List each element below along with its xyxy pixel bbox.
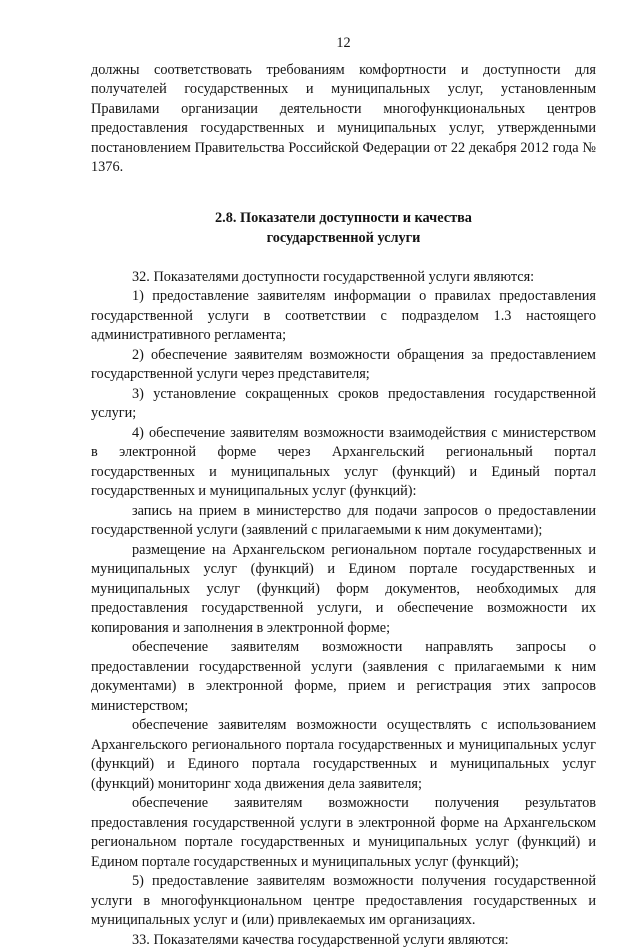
- section-heading-line-2: государственной услуги: [91, 228, 596, 248]
- paragraph-item-4-sub-1: запись на прием в министерство для подачи запросов о предоставлении государственной услуги (заявлений с прилагаемыми к ним документами);: [91, 502, 596, 541]
- paragraph-item-3: 3) установление сокращенных сроков предоставления государственной услуги;: [91, 385, 596, 424]
- page-number: 12: [91, 34, 596, 54]
- paragraph-32-intro: 32. Показателями доступности государственной услуги являются:: [91, 268, 596, 288]
- paragraph-item-2: 2) обеспечение заявителям возможности обращения за предоставлением государственной услуги через представителя;: [91, 346, 596, 385]
- document-page: [91, 34, 596, 950]
- section-heading: [91, 208, 596, 248]
- paragraph-item-5: 5) предоставление заявителям возможности получения государственной услуги в многофункциональном центре предоставления государственных и муниципальных услуг и (или) привлекаемых им организациях.: [91, 872, 596, 931]
- intro-paragraph: должны соответствовать требованиям комфортности и доступности для получателей государственных и муниципальных услуг, установленным Правилами организации деятельности многофункциональных центров предоставления государственных и муниципальных услуг, утвержденными постановлением Правительства Российской Федерации от 22 декабря 2012 года № 1376.: [91, 61, 596, 178]
- paragraph-item-4-sub-2: размещение на Архангельском региональном портале государственных и муниципальных услуг (функций) и Едином портале государственных и муниципальных услуг (функций) форм документов, необходимых для предоставления государственной услуги, и обеспечение возможности их копирования и заполнения в электронной форме;: [91, 541, 596, 639]
- paragraph-33-intro: 33. Показателями качества государственной услуги являются:: [91, 931, 596, 950]
- section-heading-line-1: 2.8. Показатели доступности и качества: [91, 208, 596, 228]
- paragraph-item-4: 4) обеспечение заявителям возможности взаимодействия с министерством в электронной форме через Архангельский региональный портал государственных и муниципальных услуг (функций) и Единый портал государственных и муниципальных услуг (функций):: [91, 424, 596, 502]
- paragraph-item-4-sub-4: обеспечение заявителям возможности осуществлять с использованием Архангельского регионального портала государственных и муниципальных услуг (функций) и Единого портала государственных и муниципальных услуг (функций) мониторинг хода движения дела заявителя;: [91, 716, 596, 794]
- paragraph-item-4-sub-5: обеспечение заявителям возможности получения результатов предоставления государственной услуги в электронной форме на Архангельском региональном портале государственных и муниципальных услуг (функций) и Едином портале государственных и муниципальных услуг (функций);: [91, 794, 596, 872]
- paragraph-item-1: 1) предоставление заявителям информации о правилах предоставления государственной услуги в соответствии с подразделом 1.3 настоящего административного регламента;: [91, 287, 596, 346]
- paragraph-item-4-sub-3: обеспечение заявителям возможности направлять запросы о предоставлении государственной услуги (заявления с прилагаемыми к ним документами) в электронной форме, прием и регистрация этих запросов министерством;: [91, 638, 596, 716]
